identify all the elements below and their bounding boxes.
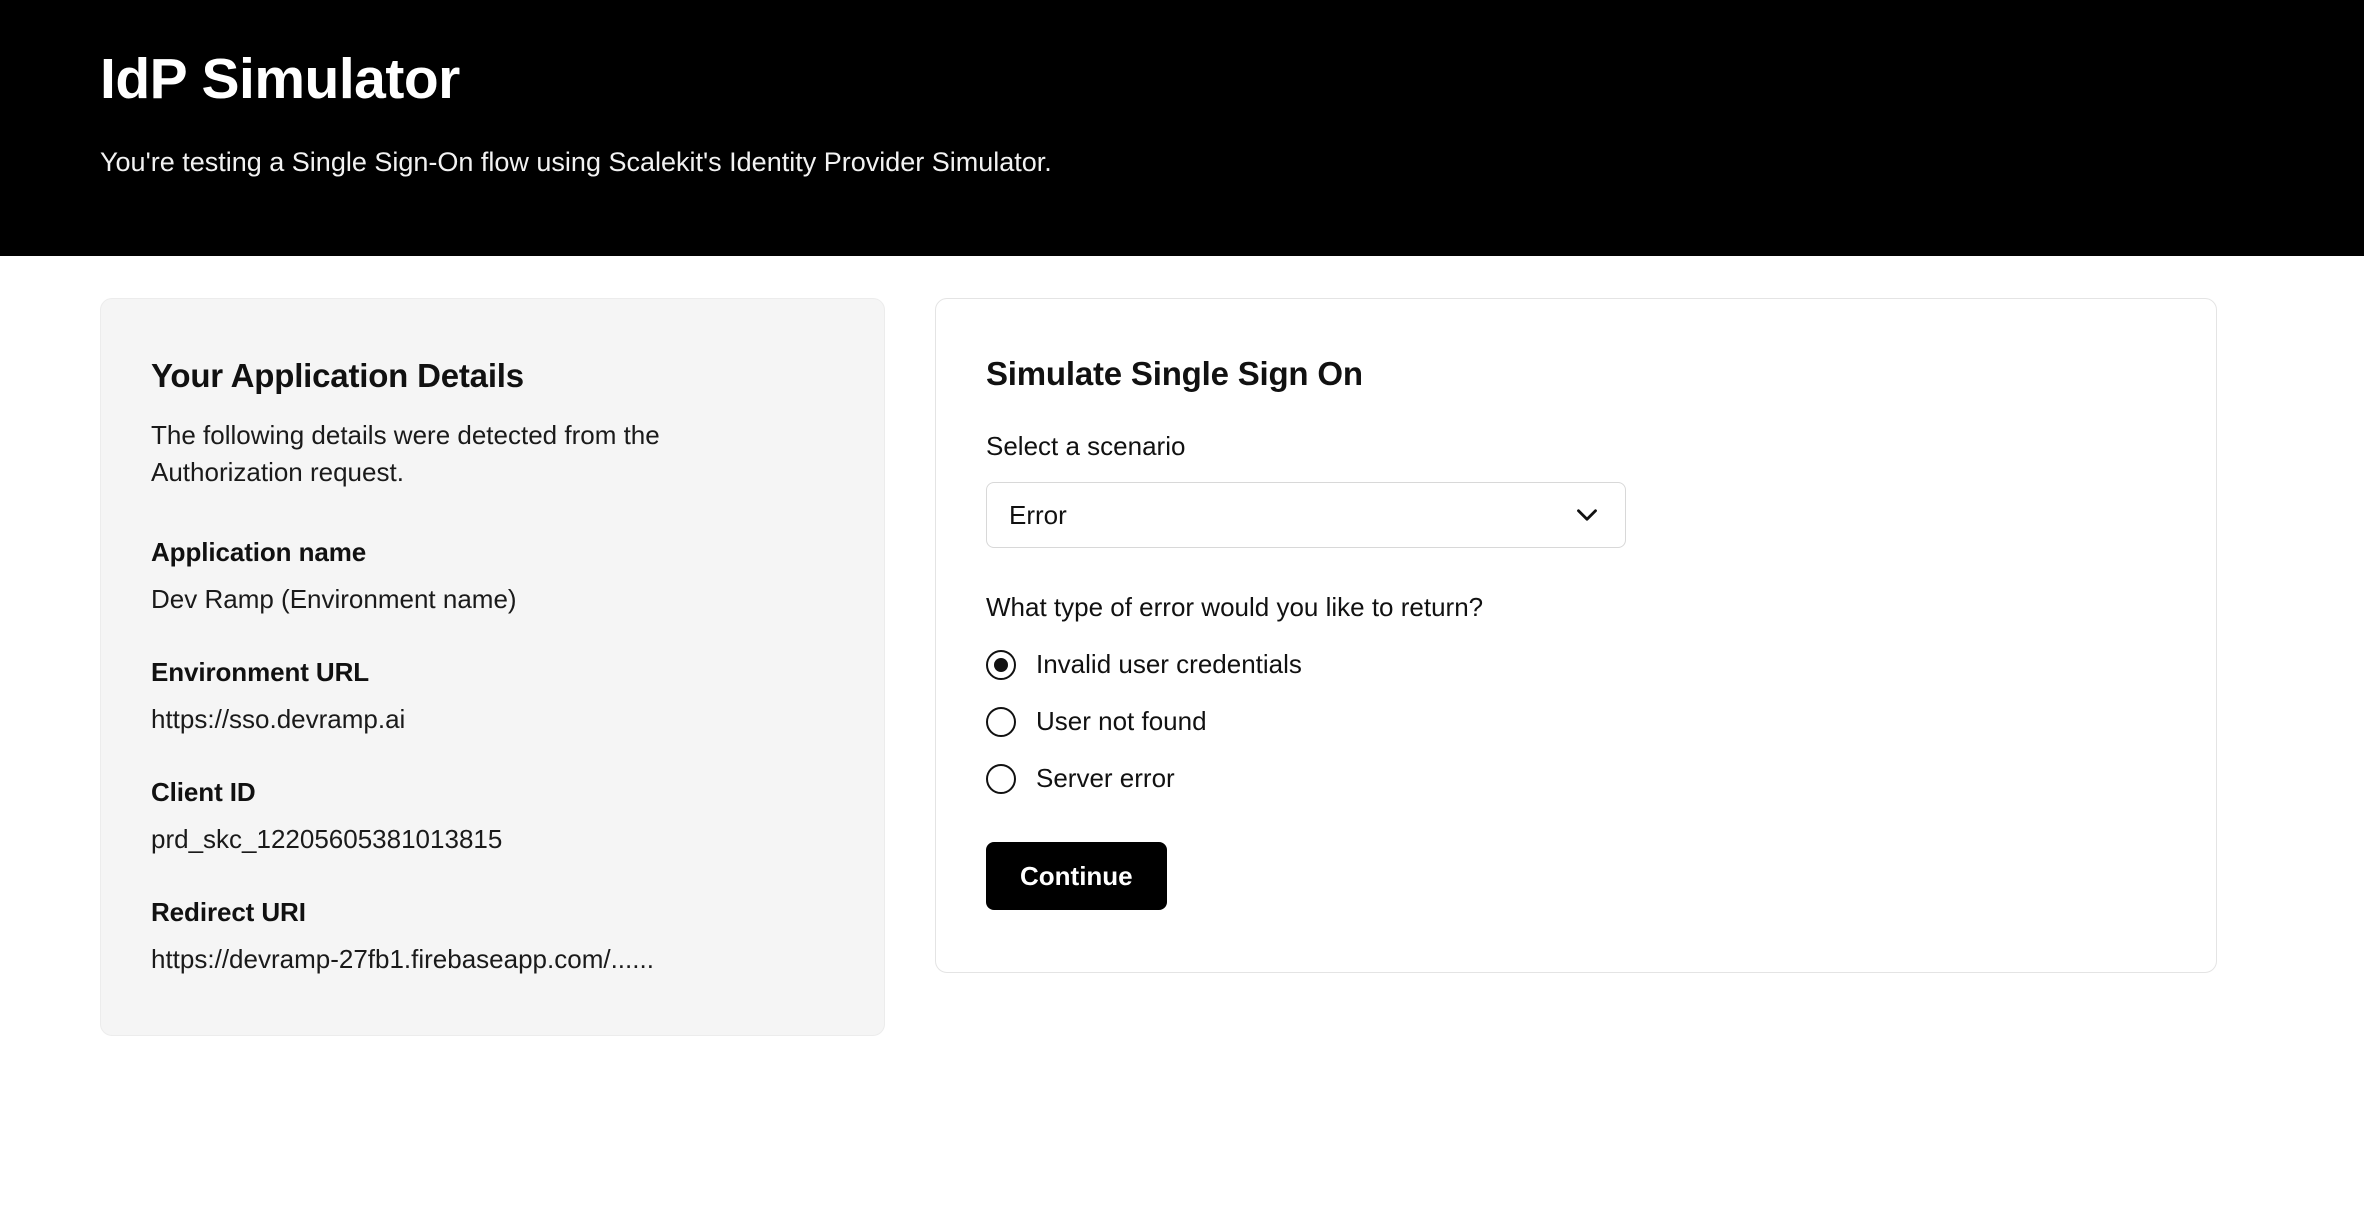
page-title: IdP Simulator — [100, 47, 460, 111]
field-value: https://sso.devramp.ai — [151, 703, 406, 734]
simulate-heading: Simulate Single Sign On — [986, 355, 1363, 392]
radio-button[interactable] — [986, 650, 1016, 680]
radio-label: User not found — [1036, 706, 1207, 736]
application-details-heading: Your Application Details — [151, 357, 524, 394]
scenario-select[interactable] — [986, 482, 1626, 548]
field-label: Application name — [151, 536, 367, 567]
continue-button[interactable]: Continue — [986, 842, 1167, 910]
field-client-id — [151, 777, 834, 855]
field-application-name — [151, 537, 834, 615]
radio-label: Server error — [1036, 763, 1175, 793]
field-label: Client ID — [151, 776, 256, 807]
radio-button[interactable] — [986, 707, 1016, 737]
simulate-sso-card — [935, 298, 2217, 973]
scenario-select-value: Error — [1009, 499, 1067, 530]
radio-label: Invalid user credentials — [1036, 649, 1302, 679]
page-header — [0, 0, 2364, 256]
scenario-label: Select a scenario — [986, 431, 1186, 461]
scenario-select-wrapper — [986, 482, 1626, 548]
radio-option-user-not-found[interactable] — [986, 706, 1207, 737]
error-type-question: What type of error would you like to return? — [986, 592, 1484, 622]
field-redirect-uri — [151, 897, 834, 975]
main-content — [0, 256, 2364, 1036]
radio-option-invalid-user-credentials[interactable] — [986, 649, 1302, 680]
page-subtitle: You're testing a Single Sign-On flow using Scalekit's Identity Provider Simulator. — [100, 146, 1052, 177]
field-environment-url — [151, 657, 834, 735]
radio-option-server-error[interactable] — [986, 763, 1175, 794]
field-label: Environment URL — [151, 656, 370, 687]
field-value: Dev Ramp (Environment name) — [151, 583, 517, 614]
field-value: https://devramp-27fb1.firebaseapp.com/...... — [151, 943, 654, 974]
field-value: prd_skc_12205605381013815 — [151, 823, 503, 854]
field-label: Redirect URI — [151, 896, 306, 927]
radio-button[interactable] — [986, 764, 1016, 794]
application-details-subtitle: The following details were detected from the Authorization request. — [151, 420, 660, 487]
application-details-card — [100, 298, 885, 1036]
